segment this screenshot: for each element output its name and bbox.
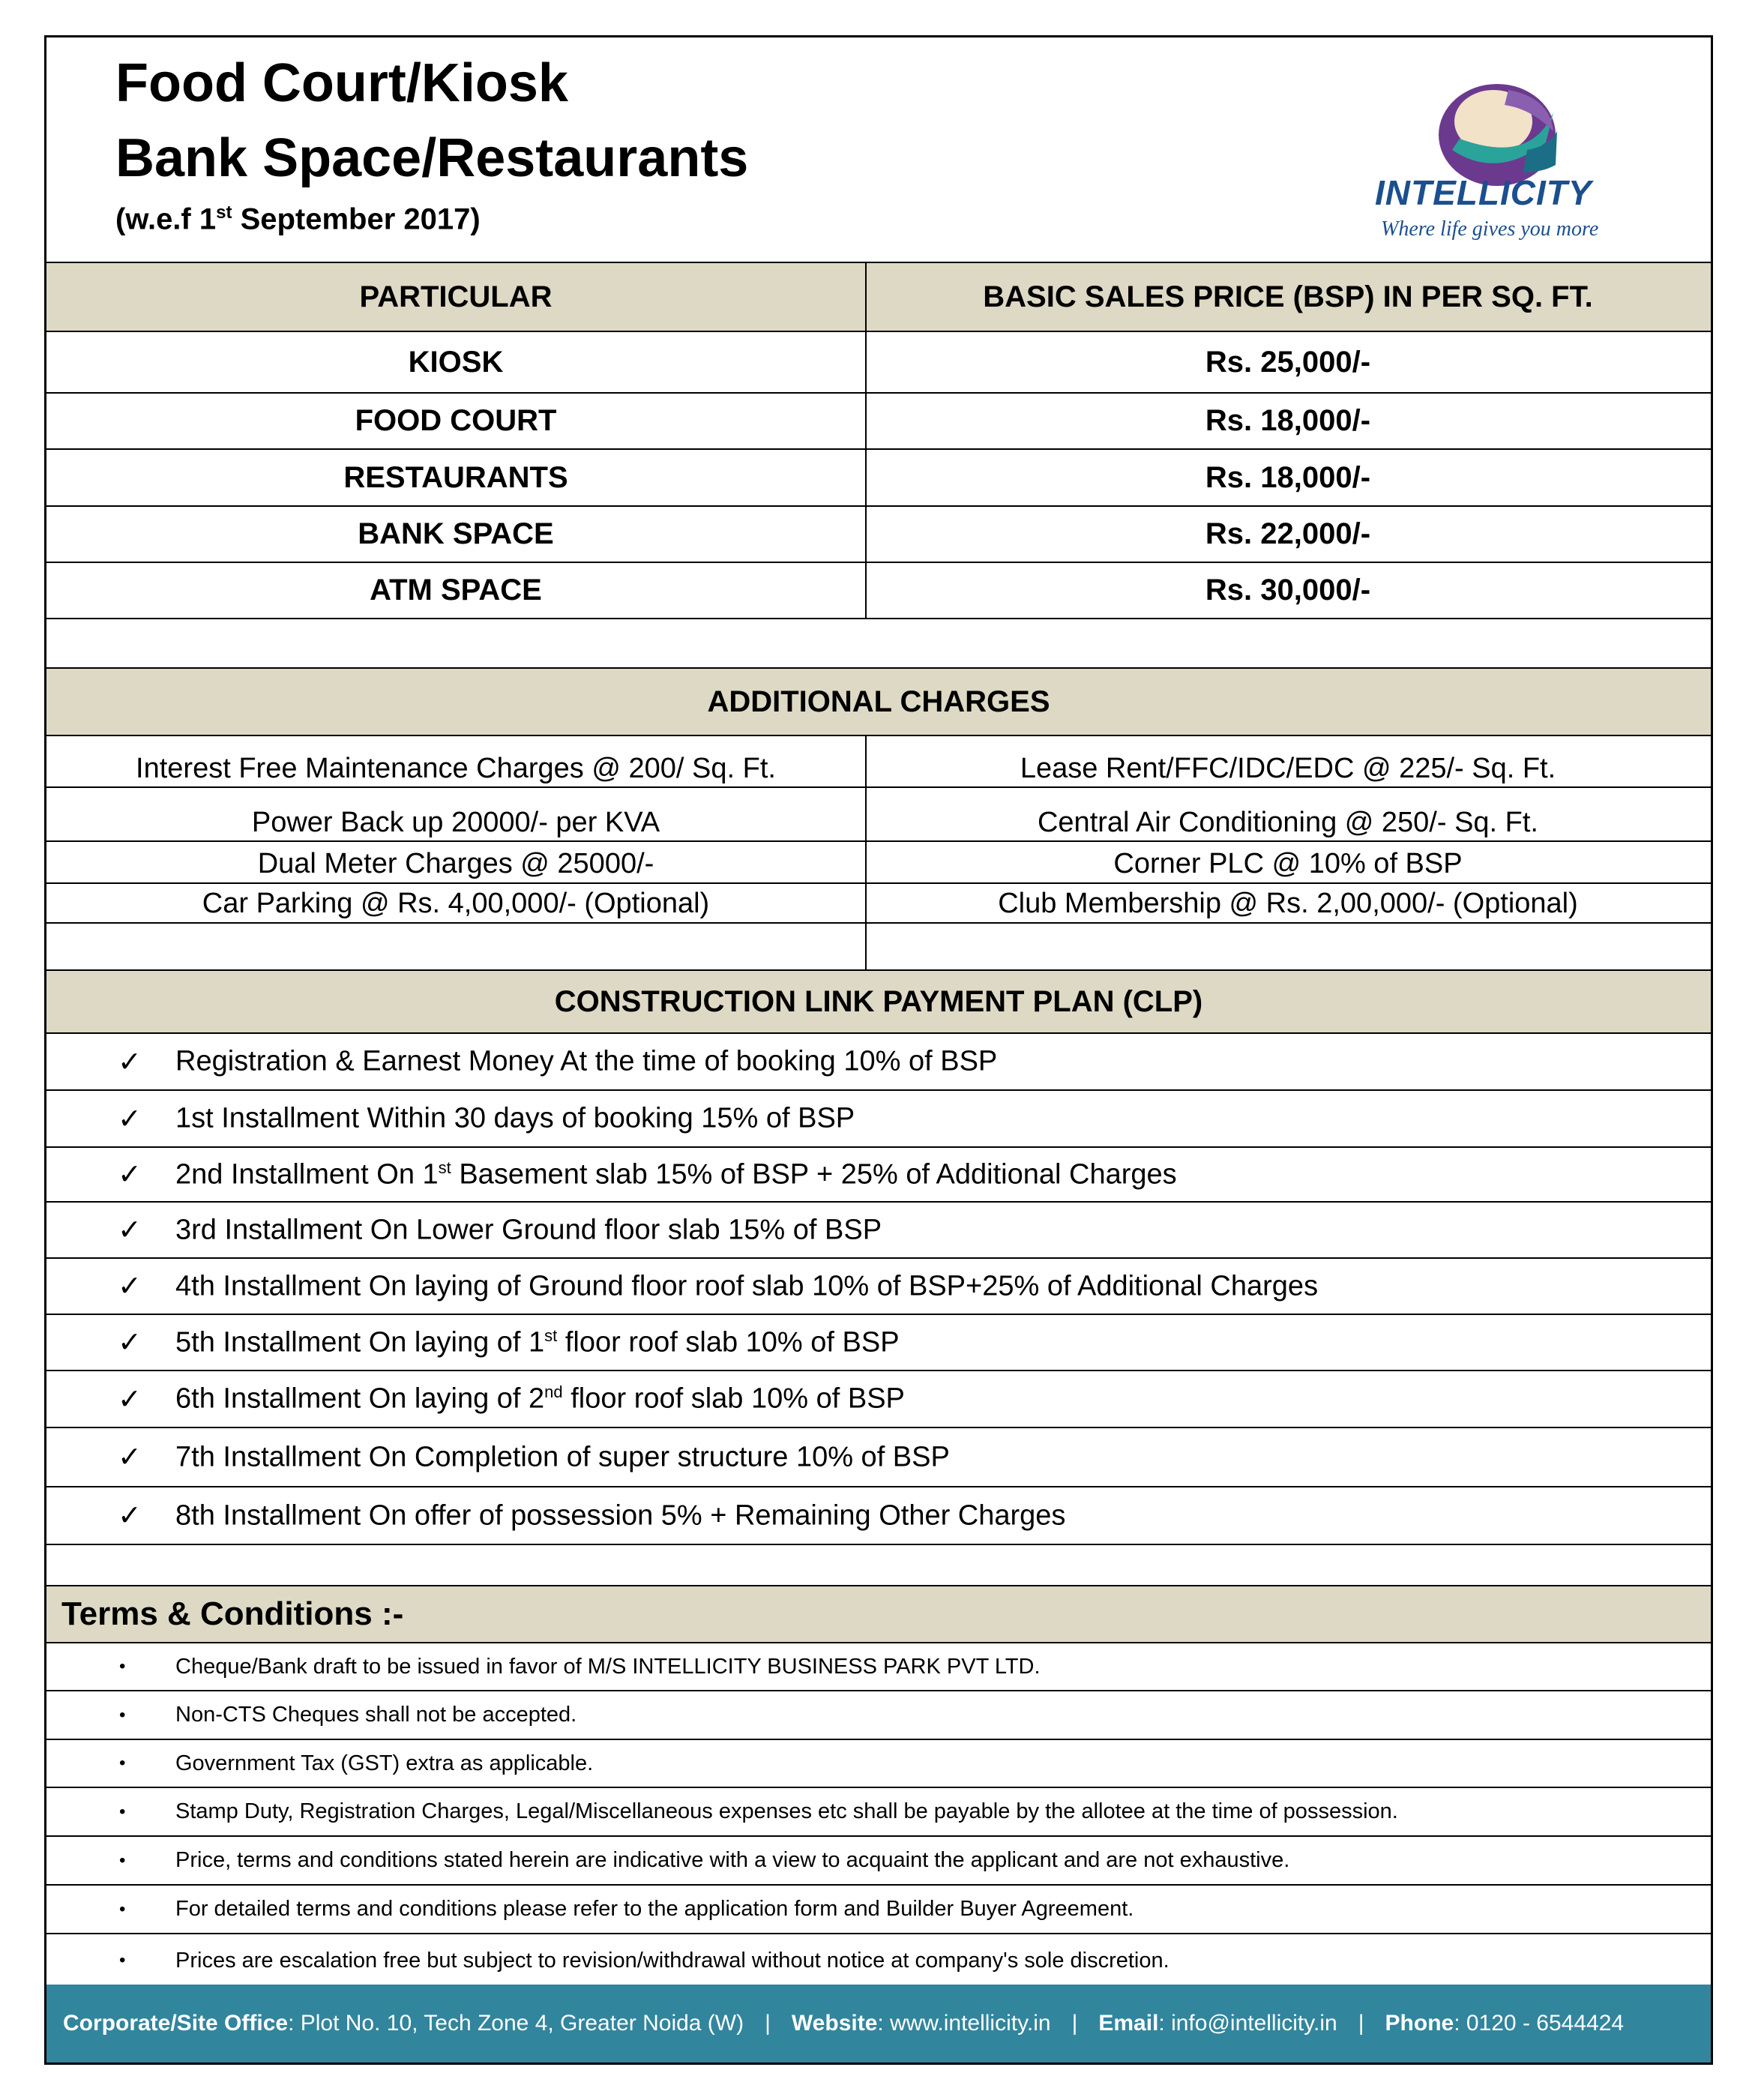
bullet-icon: • bbox=[119, 1656, 126, 1676]
email-link[interactable]: : info@intellicity.in bbox=[1158, 2011, 1337, 2036]
title-line-2: Bank Space/Restaurants bbox=[115, 128, 749, 188]
check-icon: ✓ bbox=[118, 1271, 142, 1302]
terms-item: • Government Tax (GST) extra as applicable. bbox=[119, 1751, 594, 1775]
bullet-icon: • bbox=[119, 1850, 126, 1871]
effective-date: (w.e.f 1st September 2017) bbox=[115, 202, 481, 236]
terms-item: • Stamp Duty, Registration Charges, Legal/Miscellaneous expenses etc shall be payable by the allotee at the time of possession. bbox=[119, 1799, 1398, 1823]
price-row-particular: ATM SPACE bbox=[370, 574, 542, 607]
office-address: : Plot No. 10, Tech Zone 4, Greater Noida (W) bbox=[288, 2011, 744, 2036]
clp-item: ✓ 1st Installment Within 30 days of booking 15% of BSP bbox=[118, 1102, 855, 1135]
clp-item: ✓ 4th Installment On laying of Ground floor roof slab 10% of BSP+25% of Additional Charges bbox=[118, 1270, 1319, 1302]
clp-item: ✓ 2nd Installment On 1st Basement slab 15% of BSP + 25% of Additional Charges bbox=[118, 1158, 1177, 1191]
terms-item: • Non-CTS Cheques shall not be accepted. bbox=[119, 1703, 577, 1727]
col-header-bsp: BASIC SALES PRICE (BSP) IN PER SQ. FT. bbox=[983, 280, 1593, 313]
title-line-1: Food Court/Kiosk bbox=[115, 53, 568, 113]
price-row-particular: BANK SPACE bbox=[358, 517, 554, 550]
bullet-icon: • bbox=[119, 1753, 126, 1773]
check-icon: ✓ bbox=[118, 1442, 142, 1473]
clp-header: CONSTRUCTION LINK PAYMENT PLAN (CLP) bbox=[554, 984, 1203, 1018]
price-row-particular: FOOD COURT bbox=[355, 404, 557, 437]
check-icon: ✓ bbox=[118, 1046, 142, 1078]
terms-item: • For detailed terms and conditions please refer to the application form and Builder Buyer Agreement. bbox=[119, 1897, 1134, 1921]
bullet-icon: • bbox=[119, 1898, 126, 1919]
check-icon: ✓ bbox=[118, 1327, 142, 1359]
website-link[interactable]: : www.intellicity.in bbox=[877, 2011, 1051, 2036]
col-header-particular: PARTICULAR bbox=[359, 280, 553, 313]
office-label: Corporate/Site Office bbox=[63, 2011, 289, 2036]
price-row-particular: KIOSK bbox=[408, 345, 504, 379]
check-icon: ✓ bbox=[118, 1215, 142, 1246]
price-row-value: Rs. 30,000/- bbox=[1205, 574, 1371, 607]
phone-label: Phone bbox=[1385, 2011, 1454, 2036]
website-label: Website bbox=[791, 2011, 878, 2036]
price-row-value: Rs. 18,000/- bbox=[1205, 460, 1371, 494]
check-icon: ✓ bbox=[118, 1500, 142, 1532]
check-icon: ✓ bbox=[118, 1103, 142, 1135]
price-row-value: Rs. 25,000/- bbox=[1205, 345, 1371, 379]
terms-item: • Cheque/Bank draft to be issued in favor of M/S INTELLICITY BUSINESS PARK PVT LTD. bbox=[119, 1654, 1041, 1679]
price-row-particular: RESTAURANTS bbox=[343, 460, 568, 494]
clp-item: ✓ 6th Installment On laying of 2nd floor roof slab 10% of BSP bbox=[118, 1383, 905, 1415]
price-row-value: Rs. 22,000/- bbox=[1205, 517, 1371, 550]
terms-item: • Prices are escalation free but subject to revision/withdrawal without notice at company's sole discretion. bbox=[119, 1948, 1169, 1973]
price-row-value: Rs. 18,000/- bbox=[1205, 404, 1371, 437]
clp-item: ✓ 7th Installment On Completion of super structure 10% of BSP bbox=[118, 1441, 950, 1473]
logo-brand-text: INTELLICITY bbox=[1375, 173, 1592, 212]
terms-header: Terms & Conditions :- bbox=[61, 1595, 404, 1632]
clp-item: ✓ 8th Installment On offer of possession 5% + Remaining Other Charges bbox=[118, 1499, 1066, 1532]
clp-item: ✓ 3rd Installment On Lower Ground floor slab 15% of BSP bbox=[118, 1214, 882, 1246]
clp-item: ✓ 5th Installment On laying of 1st floor roof slab 10% of BSP bbox=[118, 1326, 900, 1359]
bullet-icon: • bbox=[119, 1801, 126, 1822]
email-label: Email bbox=[1098, 2011, 1159, 2036]
additional-charges-header: ADDITIONAL CHARGES bbox=[707, 685, 1050, 718]
contact-footer: Corporate/Site Office : Plot No. 10, Tech Zone 4, Greater Noida (W) | Website : www.intellicity.in | Email : info@intellicity.in | Phone : 0120 - 6544424 bbox=[46, 1985, 1711, 2063]
price-sheet: Food Court/Kiosk Bank Space/Restaurants (w.e.f 1st September 2017) INTELLICITY Where life gives you more PARTICULAR BASIC SALES PRICE (BSP) IN PER SQ. FT. KIOSK Rs. 25,000/- FOOD COURT Rs. 18,000/- RESTAURANTS Rs. 18,000/- BANK SPACE Rs. 22,000/- ATM SPACE Rs. 30,000/- ADDITIONAL CHARGES Interest Free Maintenance Charges @ 200/ Sq. Ft. Lease Rent/FFC/IDC/EDC @ 225/- Sq. Ft. Power Back up 20000/- per KVA Central Air Conditioning @ 250/- Sq. Ft. Dual Meter Charges @ 25000/- Corner PLC @ 10% of BSP Car Parking @ Rs. 4,00,000/- (Optional) Club Membership @ Rs. 2,00,000/- (Optional) CONSTRUCTION LINK PAYMENT PLAN (CLP) ✓ Registration & Earnest Money At the time of booking 10% of BSP ✓ 1st Installment Within 30 days of booking 15% of BSP ✓ 2nd Installment On 1st Basement slab 15% of BSP + 25% of Additional Charges ✓ 3rd Installment On Lower Ground floor slab 15% of BSP ✓ 4th Installment On laying of Ground floor roof slab 10% of BSP+25% of Additional Charges ✓ 5th Installment On laying of 1st floor roof slab 10% of BSP ✓ 6th Installment On laying of 2nd floor roof slab 10% of BSP ✓ 7th Installment On Completion of super structure 10% of BSP ✓ 8th Installment On offer of possession 5% + Remaining Other Charges Terms & Conditions :- • Cheque/Bank draft to be issued in favor of M/S INTELLICITY BUSINESS PARK PVT LTD. • Non-CTS Cheques shall not be accepted. • Government Tax (GST) extra as applicable. • Stamp Duty, Registration Charges, Legal/Miscellaneous expenses etc shall be payable by the allotee at the time of possession. • Price, terms and conditions stated herein are indicative with a view to acquaint the applicant and are not exhaustive. • For detailed terms and conditions please refer to the application form and Builder Buyer Agreement. • Prices are escalation free but subject to revision/withdrawal without notice at company's sole discretion. Corporate/Site Office : Plot No. 10, Tech Zone 4, Greater Noida (W) | Website : www.intellicity.in | Email : info@intellicity.in | Phone : 0120 - 6544424 bbox=[44, 35, 1713, 2065]
clp-item: ✓ Registration & Earnest Money At the time of booking 10% of BSP bbox=[118, 1045, 998, 1078]
logo-tagline: Where life gives you more bbox=[1381, 217, 1599, 241]
phone-number: : 0120 - 6544424 bbox=[1454, 2011, 1625, 2036]
bullet-icon: • bbox=[119, 1704, 126, 1725]
bullet-icon: • bbox=[119, 1950, 126, 1970]
check-icon: ✓ bbox=[118, 1159, 142, 1191]
terms-item: • Price, terms and conditions stated herein are indicative with a view to acquaint the applicant and are not exhaustive. bbox=[119, 1848, 1290, 1872]
check-icon: ✓ bbox=[118, 1383, 142, 1415]
